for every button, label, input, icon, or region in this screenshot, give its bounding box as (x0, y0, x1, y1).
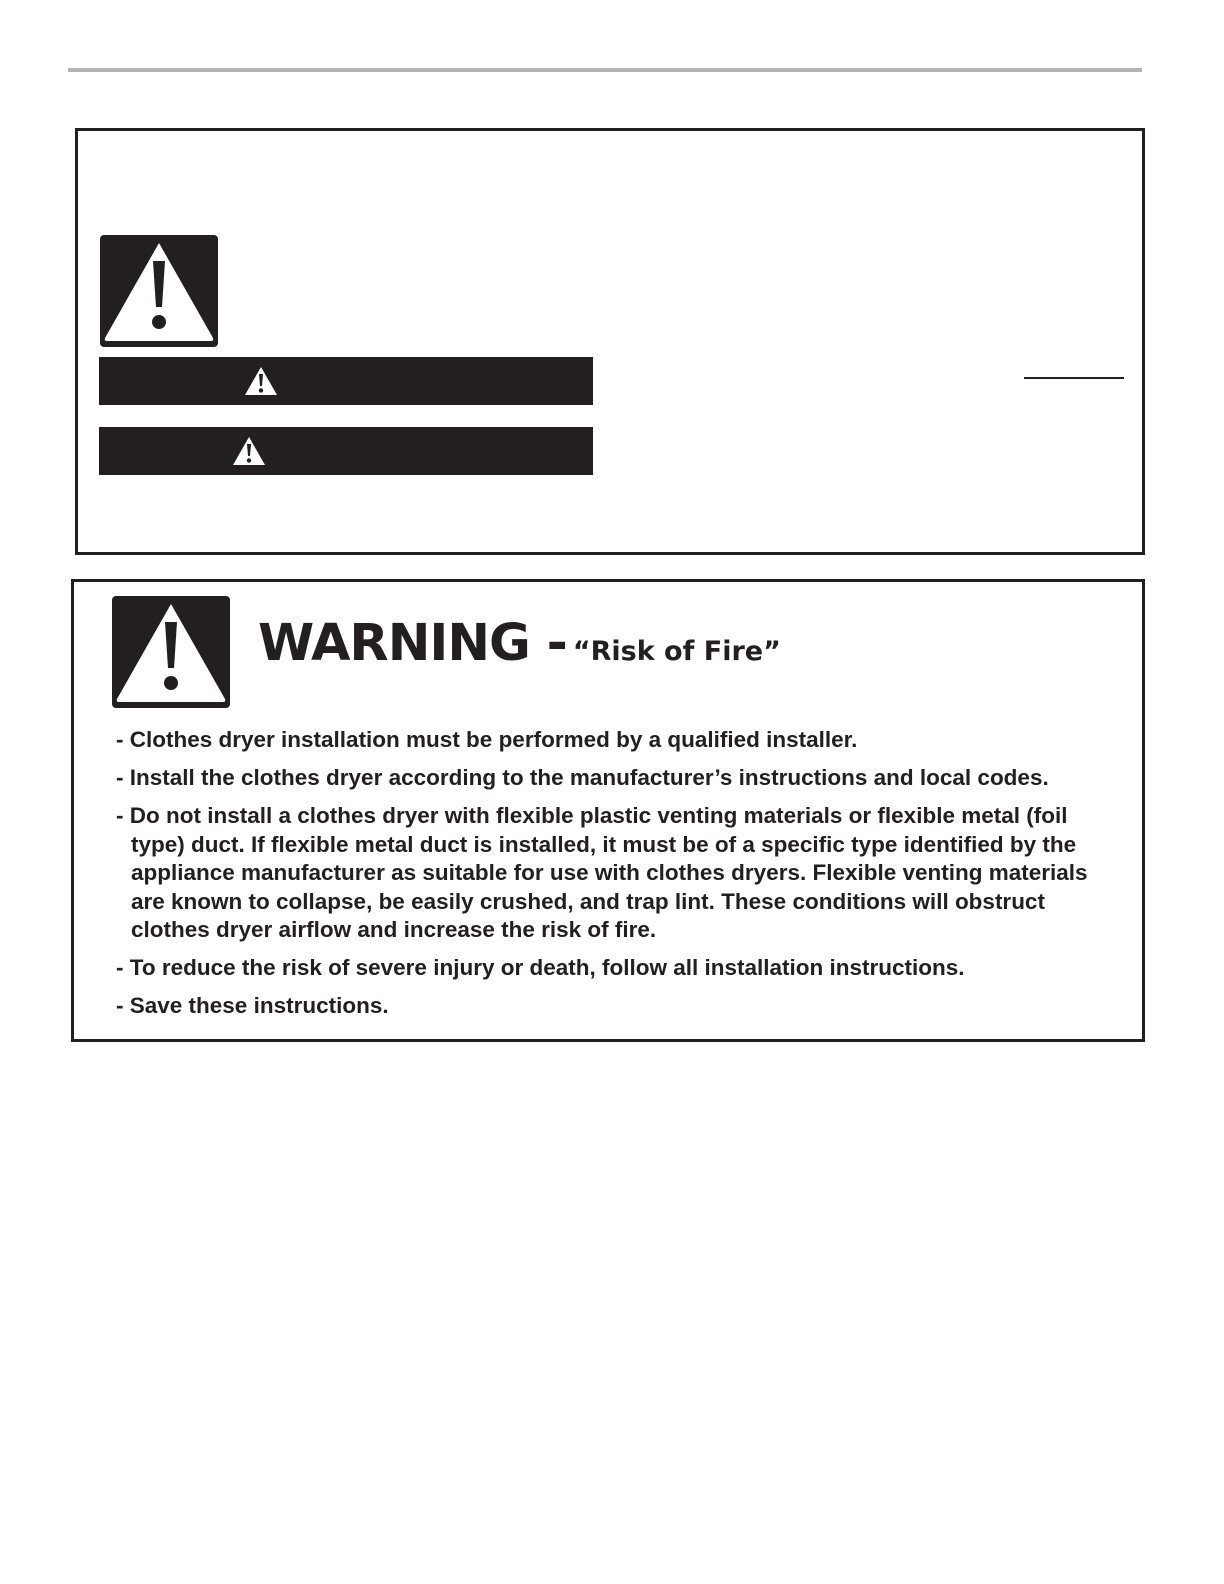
list-item: - Install the clothes dryer according to the manufacturer’s instructions and local codes. (116, 765, 1049, 790)
warning-heading (258, 614, 781, 673)
safety-symbol-box (75, 128, 1145, 555)
warning-signal-bar (99, 427, 593, 475)
list-item: - To reduce the risk of severe injury or death, follow all installation instructions. (116, 955, 965, 980)
list-item: - Clothes dryer installation must be performed by a qualified installer. (116, 727, 858, 752)
underline-mark (1024, 377, 1124, 379)
danger-signal-bar (99, 357, 593, 405)
list-item: - Do not install a clothes dryer with flexible plastic venting materials or flexible metal (foil type) duct. If flexible metal duct is installed, it must be of a specific type identified by the appliance manufacturer as suitable for use with clothes dryers. Flexible venting materials are known to collapse, be easily crushed, and trap lint. These conditions will obstruct clothes dryer airflow and increase the risk of fire. (116, 803, 1088, 942)
warning-list (116, 726, 1116, 1030)
small-warning-triangle-icon (244, 366, 278, 396)
top-rule (68, 68, 1142, 72)
warning-triangle-icon (112, 596, 230, 708)
warning-subtitle: “Risk of Fire” (572, 636, 781, 667)
warning-title: WARNING - (258, 614, 567, 673)
warning-triangle-icon (100, 235, 218, 347)
small-warning-triangle-icon (232, 436, 266, 466)
fire-warning-box (71, 579, 1145, 1042)
list-item: - Save these instructions. (116, 993, 389, 1018)
